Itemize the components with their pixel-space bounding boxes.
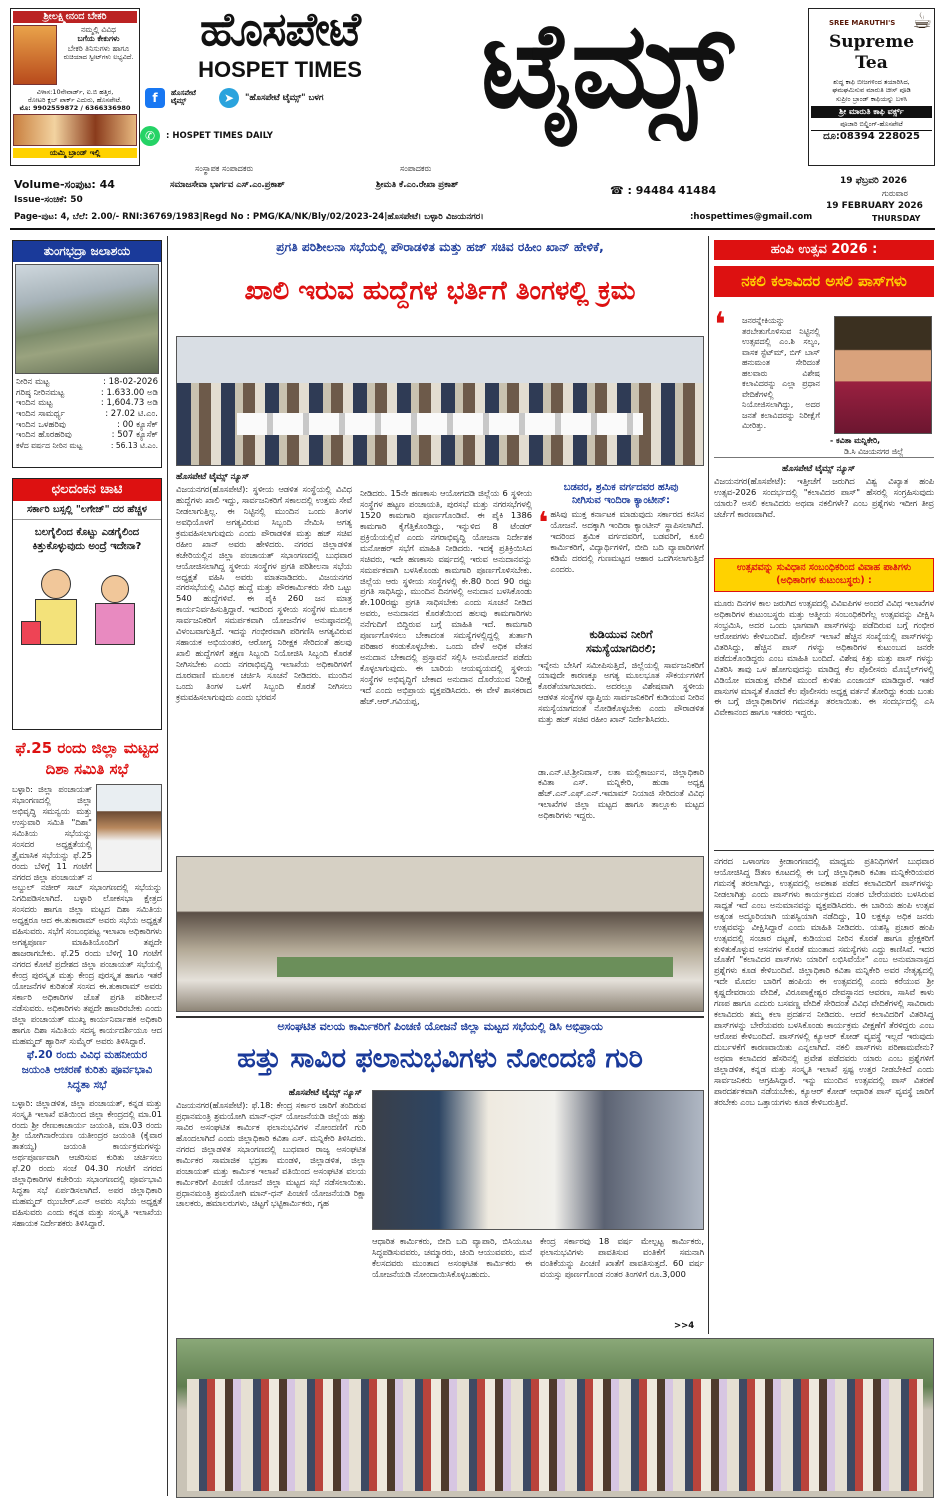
meeting-photo	[176, 856, 704, 1012]
volume-label: Volume-ಸಂಪುಟ: 44	[14, 178, 115, 191]
dam-row: ಇಂದಿನ ಒಳಹರಿವು : 00 ಕ್ಯೂಸೆಕ್	[16, 419, 158, 430]
issue-label: Issue-ಸಂಚಿಕೆ: 50	[14, 195, 83, 205]
dam-row: ಇಂದಿನ ಮಟ್ಟ : 1,604.73 ಅಡಿ	[16, 398, 158, 409]
facebook-text: ಹೊಸಪೇಟೆ ಟೈಮ್ಸ್	[171, 89, 196, 105]
disha-article	[12, 738, 162, 1046]
canteen-head2: ನೀಗಿಸುವ ಇಂದಿರಾ ಕ್ಯಾಂಟೀನ್:	[571, 494, 671, 506]
canteen-body: ಹಸಿವು ಮುಕ್ತ ಕರ್ನಾಟಕ ಮಾಡುವುದು ಸರ್ಕಾರದ ಕನಸಿನ ಯೋಜನೆ. ಅದಕ್ಕಾಗಿ ಇಂದಿರಾ ಕ್ಯಾಂಟೀನ್ ಸ್ಥಾಪಿಸಲಾಗಿದೆ. ಇದರಿಂದ ಶ್ರಮಿಕ ವರ್ಗದವರಿಗೆ, ಬಡವರಿಗೆ, ಕೂಲಿ ಕಾರ್ಮಿಕರಿಗೆ, ವಿದ್ಯಾರ್ಥಿಗಳಿಗೆ, ಬೀದಿ ಬದಿ ವ್ಯಾಪಾರಿಗಳಿಗೆ ಕಡಿಮೆ ದರದಲ್ಲಿ ಗುಣಮಟ್ಟದ ಆಹಾರ ಒದಗಿಸಲಾಗುತ್ತಿದೆ ಎಂದರು.	[550, 509, 704, 574]
disha-body: ಬಳ್ಳಾರಿ: ಜಿಲ್ಲಾ ಪಂಚಾಯತ್ ಸಭಾಂಗಣದಲ್ಲಿ ಜಿಲ್ಲಾ ಅಭಿವೃದ್ಧಿ ಸಮನ್ವಯ ಮತ್ತು ಉಸ್ತುವಾರಿ ಸಮಿತಿ "ದಿಶಾ" ಸಮಿತಿಯ ಸಭೆಯನ್ನು ಸಂಸದರ ಅಧ್ಯಕ್ಷತೆಯಲ್ಲಿ ತ್ರೈಮಾಸಿಕ ಸಭೆಯನ್ನು ಫೆ.25 ರಂದು ಬೆಳಿಗ್ಗೆ 11 ಗಂಟೆಗೆ ನಗರದ ಜಿಲ್ಲಾ ಪಂಚಾಯತ್ ನ ಅಬ್ದುಲ್ ನಜೀರ್ ಸಾಬ್ ಸಭಾಂಗಣದಲ್ಲಿ ಸಭೆಯನ್ನು ನಿಗದಿಪಡಿಸಲಾಗಿದೆ. ಬಳ್ಳಾರಿ ಲೋಕಸಭಾ ಕ್ಷೇತ್ರದ ಸಂಸದರು ಹಾಗೂ ಜಿಲ್ಲಾ ಮಟ್ಟದ ದಿಶಾ ಸಮಿತಿಯ ಅಧ್ಯಕ್ಷರೂ ಆದ ಈ.ತುಕಾರಾಮ್ ಅವರು ಸಭೆಯ ಅಧ್ಯಕ್ಷತೆ ವಹಿಸುವರು. ಸಭೆಗೆ ಸಂಬಂಧಪಟ್ಟ ಇಲಾಖಾ ಅಧಿಕಾರಿಗಳು ಅಗತ್ಯಪೂರ್ಣ ಮಾಹಿತಿಯೊಂದಿಗೆ ತಪ್ಪದೇ ಹಾಜರಾಗಬೇಕು. ಫೆ.25 ರಂದು ಬೆಳಿಗ್ಗೆ 10 ಗಂಟೆಗೆ ನಗರದ ಕೋಟೆ ಪ್ರದೇಶದ ಜಿಲ್ಲಾ ಪಂಚಾಯತ್ ಸಭೆಯಲ್ಲಿ ಕೇಂದ್ರ ಪುರಸ್ಕೃತ ಮತ್ತು ಕೇಂದ್ರ ಪುರಸ್ಕೃತ ಹಾಗೂ ಇತರೆ ಯೋಜನೆಗಳ ಕುರಿತಂತೆ ಸಂಸದ ಈ.ತುಕಾರಾಮ್ ಅವರು ಸರ್ಕಾರಿ ಅಧಿಕಾರಿಗಳ ಜೊತೆ ಪ್ರಗತಿ ಪರಿಶೀಲನೆ ನಡೆಸುವರು. ಅಧಿಕಾರಿಗಳು ತಪ್ಪದೇ ಹಾಜರಿರಬೇಕು ಎಂದು ಜಿಲ್ಲಾ ಪಂಚಾಯತ್ ಮುಖ್ಯ ಕಾರ್ಯನಿರ್ವಾಹಕ ಅಧಿಕಾರಿ ಹಾಗೂ ದಿಶಾ ಸಮಿತಿಯ ಸದಸ್ಯ ಕಾರ್ಯದರ್ಶಿಯೂ ಆದ ಮಹಮ್ಮದ್ ಹ್ಯಾರಿಸ್ ಸುಮೈರ್ ಅವರು ತಿಳಿಸಿದ್ದಾರೆ.	[12, 784, 162, 1046]
title-big	[420, 0, 790, 134]
registration-line: Page-ಪುಟ: 4, ಬೆಲೆ: 2.00/- RNI:36769/1983|Regd No : PMG/KA/NK/Bly/02/2023-24|ಹೊಸಪೇಟೆ। ಬಳ್ಳಾರಿ ವಿಜಯನಗರ।	[14, 212, 484, 222]
cartoon-drawing	[21, 559, 153, 649]
mahaneeyara-article	[12, 1048, 162, 1498]
social-row	[145, 88, 425, 108]
tea-ad-line: ಘಮಘಮಿಸುವ ಮಾರುತಿ ಚೀಸ್ ಪೂಡಿ	[832, 86, 911, 95]
hampi-quote-by2: ಡಿ.ಸಿ ವಿಜಯನಗರ ಜಿಲ್ಲೆ	[844, 447, 904, 456]
mahaneeyara-body: ಬಳ್ಳಾರಿ: ಜಿಲ್ಲಾಡಳಿತ, ಜಿಲ್ಲಾ ಪಂಚಾಯತ್, ಕನ್ನಡ ಮತ್ತು ಸಂಸ್ಕೃತಿ ಇಲಾಖೆ ವತಿಯಿಂದ ಜಿಲ್ಲಾ ಕೇಂದ್ರದಲ್ಲಿ ಮಾ.01 ರಂದು ಶ್ರೀ ರೇಣುಕಾಚಾರ್ಯ ಜಯಂತಿ, ಮಾ.03 ರಂದು ಶ್ರೀ ಯೋಗಿನಾರೇಯಣ ಯತೀಂದ್ರರ ಜಯಂತಿ (ಕೈವಾರ ತಾತಯ್ಯ) ಜಯಂತಿ ಕಾರ್ಯಕ್ರಮಗಳನ್ನು ಅರ್ಥಪೂರ್ಣವಾಗಿ ಆಚರಿಸುವ ಕುರಿತು ಚರ್ಚಿಸಲು ಫೆ.20 ರಂದು ಸಂಜೆ 04.30 ಗಂಟೆಗೆ ನಗರದ ಜಿಲ್ಲಾಧಿಕಾರಿಗಳ ಕಚೇರಿಯ ಸಭಾಂಗಣದಲ್ಲಿ ಪೂರ್ವಭಾವಿ ಸಿದ್ಧತಾ ಸಭೆ ಏರ್ಪಡಿಸಲಾಗಿದೆ. ಅಪರ ಜಿಲ್ಲಾಧಿಕಾರಿ ಮಹಮ್ಮದ್ ಝುಬೇರ್.ಎನ್ ಅವರು ಸಭೆಯ ಅಧ್ಯಕ್ಷತೆ ವಹಿಸುವರು ಎಂದು ಕನ್ನಡ ಮತ್ತು ಸಂಸ್ಕೃತಿ ಇಲಾಖೆಯ ಸಹಾಯಕ ನಿರ್ದೇಶಕರು ತಿಳಿಸಿದ್ದಾರೆ.	[12, 1097, 162, 1228]
tea-ad-brand: Supreme Tea	[828, 31, 915, 73]
hampi-rule	[714, 850, 934, 851]
founder-name: ಸಮಾಜಸೇವಾ ಭಾರ್ಗವ ಎಸ್.ಎಂ.ಪ್ರಕಾಶ್	[170, 180, 285, 190]
lead-col2: ನೀಡಿದರು. 15ನೇ ಹಣಕಾಸು ಆಯೋಗದಡಿ ಜಿಲ್ಲೆಯ 6 ಸ್ಥಳೀಯ ಸಂಸ್ಥೆಗಳ ಹಟ್ಟಣ ಪಂಚಾಯತಿ, ಪುರಸಭೆ ಮತ್ತು ನಗರಸಭೆಗಳಲ್ಲಿ 1520 ಕಾಮಗಾರಿ ಪೂರ್ಣಗೊಂಡಿವೆ. ಈ ಪೈಕಿ 1386 ಕಾಮಗಾರಿ ಕೈಗೆತ್ತಿಕೊಂಡಿದ್ದು, ಇನ್ನುಳಿದ 8 ಟೆಂಡರ್ ಪ್ರಕ್ರಿಯೆಯಲ್ಲಿವೆ ಎಂದು ನಗರಾಭಿವೃದ್ಧಿ ಯೋಜನಾ ನಿರ್ದೇಶಕ ಮನೋಹರ್ ಸಭೆಗೆ ಮಾಹಿತಿ ನೀಡಿದರು. ಇದಕ್ಕೆ ಪ್ರತಿಕ್ರಿಯಿಸಿದ ಸಚಿವರು, ಇದೇ ಹಣಕಾಸು ವರ್ಷದಲ್ಲಿ ಇರುವ ಅನುದಾನವನ್ನು ಸಮರ್ಪಕವಾಗಿ ಬಳಸಿಕೊಂಡು ಕಾಮಗಾರಿ ಪೂರ್ಣಗೊಳಿಸಬೇಕು. ಜಿಲ್ಲೆಯ ಆರು ಸ್ಥಳೀಯ ಸಂಸ್ಥೆಗಳಲ್ಲಿ ಕೇ.80 ರಿಂದ 90 ರಷ್ಟು ಪ್ರಗತಿ ಸಾಧಿಸಿದ್ದು, ಮುಂದಿನ ದಿನಗಳಲ್ಲಿ ಅನುದಾನ ಬಳಸಿಕೊಂಡು ಶೇ.100ರಷ್ಟು ಪ್ರಗತಿ ಸಾಧಿಸಬೇಕು ಎಂದು ಸೂಚನೆ ನೀಡಿದ ಅವರು, ಅನುದಾನದ ಕೊರತೆಯಿಂದ ಹಲವು ಕಾಮಗಾರಿಗಳು ನನೆಗುದಿಗೆ ಬಿದ್ದಿರುವ ಬಗ್ಗೆ ಮಾಹಿತಿ ಇದೆ. ಕಾಮಗಾರಿ ಪೂರ್ಣಗೊಳಿಸಲು ಬೇಕಾದಂತ ಸಮಸ್ಯೆಗಳಲ್ಲಿದ್ದಲ್ಲಿ ತುರ್ತಾಗಿ ಪರಿಹಾರ ಕಂಡುಕೊಳ್ಳಬೇಕು. ಒಂದು ವೇಳೆ ಅಧಿಕ ವೇತನ ಅನುದಾನ ಬೇಕಾದಲ್ಲಿ ಪ್ರಸ್ತಾವನೆ ಸಲ್ಲಿಸಿ ಅನುಮೋದನೆ ಪಡೆದು ಕೊಳ್ಳಲಾಗುವುದು. ಈ ಬಾರಿಯ ಆಯವ್ಯಯದಲ್ಲಿ ಸ್ಥಳೀಯ ಸಂಸ್ಥೆಗಳ ಅಭಿವೃದ್ಧಿಗೆ ಬೇಕಾದ ಅನುದಾನ ದೊರೆಯುವ ನಿರೀಕ್ಷೆ ಇದೆ ಎಂದು ಅಭಿಪ್ರಾಯ ವ್ಯಕ್ತಪಡಿಸಿದರು. ಈ ವೇಳೆ ಶಾಸಕರಾದ ಹೆಚ್.ಆರ್.ಗವಿಯಪ್ಪ,	[360, 488, 532, 706]
tea-ad-address: ಪೂಜಾರಿ ಬಿಲ್ಡಿಂಗ್-ಹೊಸಪೇಟೆ	[840, 119, 903, 128]
bakery-ad-line: ಬೇಕರಿ ತಿನಿಸುಗಳು ಹಾಗೂ	[67, 43, 130, 53]
pension-col2: ಆಧಾರಿತ ಕಾರ್ಮಿಕರು, ಬೀದಿ ಬದಿ ವ್ಯಾಪಾರಿ, ಬಿಸಿಯೂಟ ಸಿದ್ಧಪಡಿಸುವವರು, ಚಮ್ಮಾರರು, ಚಿಂದಿ ಆಯುವವರು, ಮನೆ ಕೆಲಸದವರು ಮುಂತಾದ ಅಸಂಘಟಿತ ಕಾರ್ಮಿಕರು ಈ ಯೋಜನೆಯಡಿ ನೋಂದಾಯಿಸಿಕೊಳ್ಳಬಹುದು.	[372, 1236, 532, 1279]
bakery-ad-brand: ಯಮ್ಮಿ ಬ್ರಾಂಡ್ ಇಲ್ಲಿ	[13, 148, 137, 157]
phone-number: ☎ : 94484 41484	[610, 184, 717, 197]
pension-continued: >>4	[674, 1321, 695, 1331]
masthead-title-kannada: ಹೊಸಪೇಟೆ	[199, 2, 361, 56]
editor-label: ಸಂಪಾದಕರು	[400, 164, 432, 173]
hampi-intro: ವಿಜಯನಗರ(ಹೊಸಪೇಟೆ): ಇತ್ತೀಚೆಗೆ ಜರುಗಿದ ವಿಶ್ವ ವಿಖ್ಯಾತ ಹಂಪಿ ಉತ್ಸವ-2026 ಸಂದರ್ಭದಲ್ಲಿ "ಕಲಾವಿದರ ಪಾಸ್" ಹೆಸರಲ್ಲಿ ಸಂಗ್ರಹಿಸುವುದು ಯಾರು? ಅಸಲಿ ಕಲಾವಿದರು ಅಥವಾ ನಕಲಿಗಳೇ? ಎಂಬ ಪ್ರಶ್ನೆಗಳು ಇದೀಗ ತೀವ್ರ ಚರ್ಚೆಗೆ ಕಾರಣವಾಗಿವೆ.	[714, 476, 934, 519]
dam-box	[12, 240, 162, 468]
hampi-body2: ನಗರದ ಒಳಾಂಗಣ ಕ್ರೀಡಾಂಗಣದಲ್ಲಿ ಮಾಧ್ಯಮ ಪ್ರತಿನಿಧಿಗಳಿಗೆ ಬುಧವಾರ ಆಯೋಜಿಸಿದ್ದ ಔತಣ ಕೂಟದಲ್ಲಿ ಈ ಬಗ್ಗೆ ಜಿಲ್ಲಾಧಿಕಾರಿ ಕವಿತಾ ಮನ್ನಿಕೇರಿಯವರ ಗಮನಕ್ಕೆ ತರಲಾಗಿದ್ದು, ಉತ್ಸವದಲ್ಲಿ ಅವಕಾಶ ಪಡೆದ ಕಲಾವಿದರಿಗೆ ಪಾಸ್‌ಗಳನ್ನು ನೀಡಲಾಗಿತ್ತು ಎಂದು ಪಾಸ್‌ಗಳು ಕಾರ್ಯಕ್ರಮದ ನಂತರ ಬೇರೆಯವರು ಬಳಸಿರುವ ಸಾಧ್ಯತೆ ಇದೆ ಎಂಬ ಅನುಮಾನವನ್ನು ವ್ಯಕ್ತಪಡಿಸಿದರು. ಈ ಬಾರಿಯ ಹಂಪಿ ಉತ್ಸವ ಅತ್ಯಂತ ಅದ್ಧೂರಿಯಾಗಿ ಯಶಸ್ವಿಯಾಗಿ ನಡೆದಿದ್ದು, 10 ಲಕ್ಷಕ್ಕೂ ಅಧಿಕ ಜನರು ಉತ್ಸವವನ್ನು ವೀಕ್ಷಿಸಿದ್ದಾರೆ ಎಂದು ಮಾಹಿತಿ ನೀಡಿದರು. ಯಶಸ್ವಿ ಪ್ರಚಾರ ಹಂಪಿ ಉತ್ಸವದಲ್ಲಿ ಸಂಚಾರ ದಟ್ಟಣೆ, ಕುಡಿಯುವ ನೀರಿನ ಕೊರತೆ ಹಾಗೂ ಪ್ರೇಕ್ಷಕರಿಗೆ ಕುಳಿತುಕೊಳ್ಳುವ ಆಸನಗಳ ಕೊರತೆ ಮುಂತಾದ ಸಮಸ್ಯೆಗಳು ಎದ್ದು ಕಾಣಿಸಿವೆ. ಇದರ ಜೊತೆಗೆ "ಕಲಾವಿದರ ಪಾಸ್‌ಗಳು ಯಾರಿಗೆ ಲಭಿಸಿವೆಯೇ" ಎಂಬ ಅನುಮಾನಾಸ್ಪದ ಪ್ರಶ್ನೆಗಳು ಕೂಡ ಕೇಳಿಬಂದಿವೆ. ಜಿಲ್ಲಾಧಿಕಾರಿ ಕವಿತಾ ಮನ್ನಿಕೇರಿ ಅವರ ನೇತೃತ್ವದಲ್ಲಿ ಇದೇ ಮೊದಲ ಬಾರಿಗೆ ಹಂಪಿಯ ಈ ಉತ್ಸವದಲ್ಲಿ ಎಂದು ಕರೆಯುವ ಶ್ರೀ ಕೃಷ್ಣದೇವರಾಯ ವೇದಿಕೆ, ವಿರೂಪಾಕ್ಷೇಶ್ವರ ದೇವಸ್ಥಾನದ ಆವರಣ, ಸಾಸಿವೆ ಕಾಳು ಗಣಪ ಹಾಗೂ ಎದುರು ಬಸವಣ್ಣ ವೇದಿಕೆ ಸೇರಿದಂತೆ ವಿವಿಧ ವೇದಿಕೆಗಳಲ್ಲಿ ಸಾವಿರಾರು ಕಲಾವಿದರು ತಮ್ಮ ಕಲಾ ಪ್ರದರ್ಶನ ನೀಡಿದರು. ಆದರೆ ಕಲಾವಿದರಿಗೆ ವಿತರಿಸಿದ್ದ ಪಾಸ್‌ಗಳನ್ನು ಬೇರೆಯವರು ಬಳಸಿಕೊಂಡು ಕಾರ್ಯಕ್ರಮ ವೀಕ್ಷಣೆಗೆ ತೆರಳಿದ್ದರು ಎಂಬ ಆರೋಪ ಕೇಳಿಬಂದಿದೆ. ಪಾಸ್‌ಗಳಲ್ಲಿ ಕ್ಯೂಆರ್ ಕೋಡ್ ವ್ಯವಸ್ಥೆ ಇಲ್ಲದೆ ಇರುವುದು ದುರ್ಬಳಕೆಗೆ ಕಾರಣವಾಯಿತು ಎನ್ನಲಾಗಿದೆ. ನಕಲಿ ಪಾಸ್‌ಗಳು ಪರಿಣಾಮವೇನು? ಅಥವಾ ಕಲಾವಿದರ ಹೆಸರಿನಲ್ಲಿ ಪ್ರವೇಶ ಪಡೆದವರು ಯಾರು ಎಂಬ ಪ್ರಶ್ನೆಗಳಿಗೆ ಜಿಲ್ಲಾಡಳಿತ, ಕನ್ನಡ ಮತ್ತು ಸಂಸ್ಕೃತಿ ಇಲಾಖೆ ಸ್ಪಷ್ಟ ಉತ್ತರ ನೀಡಬೇಕಿದೆ ಎಂದು ಸಾರ್ವಜನಿಕರು ಆಗ್ರಹಿಸಿದ್ದಾರೆ. ಇನ್ನು ಮುಂದಿನ ಉತ್ಸವದಲ್ಲಿ ಪಾಸ್ ವಿತರಣೆ ಪಾರದರ್ಶಕವಾಗಿ ನಡೆಯಬೇಕು, ಕ್ಯೂಆರ್ ಕೋಡ್ ಆಧಾರಿತ ಪಾಸ್ ವ್ಯವಸ್ಥೆ ಜಾರಿಗೆ ತರಬೇಕು ಎಂಬ ಒತ್ತಾಯಗಳು ಕೂಡ ಕೇಳಿಬರುತ್ತಿವೆ.	[714, 856, 934, 1107]
tea-cup-icon: ☕	[912, 9, 932, 34]
lead-headline: ಖಾಲಿ ಇರುವ ಹುದ್ದೆಗಳ ಭರ್ತಿಗೆ ತಿಂಗಳಲ್ಲಿ ಕ್ರಮ	[244, 276, 636, 306]
whatsapp-icon[interactable]: ✆	[140, 126, 160, 146]
hampi-byline: ಹೊಸಪೇಟೆ ಟೈಮ್ಸ್ ನ್ಯೂಸ್	[782, 464, 856, 474]
facebook-icon[interactable]: f	[145, 88, 165, 108]
bakery-ad-phone: ಮೊ: 9902559872 / 6366336980	[19, 104, 131, 113]
cake-image	[13, 114, 137, 146]
left-column-rule	[167, 236, 168, 1496]
cartoon-figure	[41, 569, 71, 599]
mahaneeyara-headline: ಫೆ.20 ರಂದು ವಿವಿಧ ಮಹನೀಯರ ಜಯಂತಿ ಆಚರಣೆ ಕುರಿತು ಪೂರ್ವಭಾವಿ ಸಿದ್ಧತಾ ಸಭೆ	[21, 1049, 153, 1092]
editor-name: ಶ್ರೀಮತಿ ಕೆ.ಎಂ.ರೇಖಾ ಪ್ರಕಾಶ್	[376, 180, 459, 190]
collector-photo	[834, 316, 932, 434]
bakery-ad-line: ಬಗೆಯ ಕೇಕುಗಳು	[77, 34, 120, 44]
water-head1: ಕುಡಿಯುವ ನೀರಿಗೆ	[589, 628, 653, 641]
whatsapp-text: : HOSPET TIMES DAILY	[166, 130, 273, 141]
center-rule	[176, 1016, 704, 1018]
telegram-text: "ಹೊಸಪೇಟೆ ಟೈಮ್ಸ್" ಬಳಗ	[245, 92, 324, 103]
hampi-headline: ನಕಲಿ ಕಲಾವಿದರ ಅಸಲಿ ಪಾಸ್‌ಗಳು	[714, 266, 934, 297]
hampi-kicker: ಹಂಪಿ ಉತ್ಸವ 2026 :	[714, 240, 934, 260]
date-kannada: 19 ಫೆಬ್ರವರಿ 2026	[840, 176, 907, 186]
pension-col1: ವಿಜಯನಗರ(ಹೊಸಪೇಟೆ): ಫೆ.18: ಕೇಂದ್ರ ಸರ್ಕಾರ ಜಾರಿಗೆ ತಂದಿರುವ ಪ್ರಧಾನಮಂತ್ರಿ ಶ್ರಮಯೋಗಿ ಮಾನ್-ಧನ್ ಯೋಜನೆಯಡಿ ಜಿಲ್ಲೆಯ ಹತ್ತು ಸಾವಿರ ಅಸಂಘಟಿತ ಕಾರ್ಮಿಕ ಫಲಾನುಭವಿಗಳ ನೋಂದಣಿಗೆ ಗುರಿ ಹೊಂದಲಾಗಿದೆ ಎಂದು ಜಿಲ್ಲಾಧಿಕಾರಿ ಕವಿತಾ ಎಸ್. ಮನ್ನಿಕೇರಿ ತಿಳಿಸಿದರು. ನಗರದ ಜಿಲ್ಲಾಡಳಿತ ಸಭಾಂಗಣದಲ್ಲಿ ಬುಧವಾರ ರಾಜ್ಯ ಅಸಂಘಟಿತ ಕಾರ್ಮಿಕರ ಸಾಮಾಜಿಕ ಭದ್ರತಾ ಮಂಡಳಿ, ಜಿಲ್ಲಾಡಳಿತ, ಜಿಲ್ಲಾ ಪಂಚಾಯತ್ ಮತ್ತು ಕಾರ್ಮಿಕ ಇಲಾಖೆ ವತಿಯಿಂದ ಅಸಂಘಟಿತ ವಲಯ ಕಾರ್ಮಿಕರಿಗೆ ಪಿಂಚಣಿ ಯೋಜನೆ ಜಿಲ್ಲಾ ಮಟ್ಟದ ಸಭೆ ನಡೆಸಲಾಯಿತು. ಪ್ರಧಾನಮಂತ್ರಿ ಶ್ರಮಯೋಗಿ ಮಾನ್-ಧನ್ ಪಿಂಚಣಿ ಯೋಜನೆಯಡಿ ರಿಕ್ಷಾ ಚಾಲಕರು, ಹಮಾಲರುಗಳು, ಚಿಟ್ಟಗೆ ಭಟ್ಟಿಕಾರ್ಮಿಕರು, ಗೃಹ	[176, 1100, 366, 1209]
center-right-rule	[708, 236, 709, 1334]
pension-headline: ಹತ್ತು ಸಾವಿರ ಫಲಾನುಭವಿಗಳು ನೋಂದಣಿ ಗುರಿ	[237, 1043, 643, 1074]
date-english: 19 FEBRUARY 2026	[826, 201, 923, 211]
pension-byline: ಹೊಸಪೇಟೆ ಟೈಮ್ಸ್ ನ್ಯೂಸ್	[288, 1088, 362, 1098]
lead-kicker: ಪ್ರಗತಿ ಪರಿಶೀಲನಾ ಸಭೆಯಲ್ಲಿ ಪೌರಾಡಳಿತ ಮತ್ತು ಹಜ್ ಸಚಿವ ರಹೀಂ ಖಾನ್ ಹೇಳಿಕೆ,	[276, 240, 604, 254]
bakery-ad-line: ನಮ್ಮಲ್ಲಿ ವಿವಿಧ	[81, 24, 116, 34]
cartoon-bus	[21, 621, 41, 645]
canteen-head1: ಬಡವರ, ಶ್ರಮಿಕ ವರ್ಗದವರ ಹಸಿವು	[563, 482, 679, 493]
dam-row: ನೀರಿನ ಮಟ್ಟ : 18-02-2026	[16, 377, 158, 387]
tea-ad-brand-small: SREE MARUTHI'S	[829, 19, 896, 27]
hampi-quote-by1: - ಕವಿತಾ ಮನ್ನಿಕೇರಿ,	[830, 436, 881, 445]
bakery-ad-address: ವಿಳಾಸ:10ನೇವಾರ್ಡ್, ಐ.ಬಿ ಹತ್ತಿರ,	[36, 87, 114, 96]
meeting-table	[277, 957, 673, 977]
cartoon-title: ಛಲದಂಕನ ಚಾಟಿ	[13, 479, 161, 501]
lead-byline: ಹೊಸಪೇಟೆ ಟೈಮ್ಸ್ ನ್ಯೂಸ್	[176, 472, 250, 482]
title-kannada	[150, 2, 410, 56]
dam-table	[13, 376, 161, 451]
tea-ad-line: ಶುದ್ಧ ಕಾಫಿ ಬೀಜಗಳಿಂದ ತಯಾರಿಸಿದ,	[833, 78, 910, 87]
group-photo	[176, 1338, 934, 1498]
water-box	[538, 628, 704, 852]
deity-image	[13, 25, 57, 85]
day-kannada: ಗುರುವಾರ	[882, 189, 908, 198]
founder-label: ಸಂಸ್ಥಾಪಕ ಸಂಪಾದಕರು	[195, 164, 254, 173]
lead-photo-backdrop	[177, 337, 703, 383]
title-english: HOSPET TIMES	[198, 57, 362, 82]
dam-row: ಇಂದಿನ ಹೊರಹರಿವು : 507 ಕ್ಯೂಸೆಕ್	[16, 430, 158, 441]
tea-ad-phone: ದೂ:08394 228025	[811, 130, 932, 144]
pension-photo	[372, 1090, 704, 1230]
cartoon-caption: ಸರ್ಕಾರಿ ಬಸ್ಸಲ್ಲಿ "ಲಗೇಜ್" ದರ ಹೆಚ್ಚಳ	[13, 501, 161, 520]
email-text: :hospettimes@gmail.com	[690, 212, 813, 222]
lead-photo-banner	[237, 413, 643, 435]
dam-photo	[15, 264, 159, 374]
dam-row: ಕಳೆದ ವರ್ಷದ ನೀರಿನ ಮಟ್ಟ : 56.13 ಟಿ.ಎಂ.	[16, 440, 158, 450]
hampi-quote-box	[714, 305, 934, 458]
dam-title: ತುಂಗಭದ್ರಾ ಜಲಾಶಯ	[13, 241, 161, 262]
bakery-ad-title: ಶ್ರೀಲಕ್ಷ್ಮೀನಂದ ಬೇಕರಿ	[13, 11, 137, 23]
masthead-rule	[10, 228, 935, 230]
water-head2: ಸಮಸ್ಯೆಯಾಗದಿರಲಿ;	[585, 641, 657, 655]
bakery-ad	[10, 8, 140, 166]
quote-mark-icon: ❛	[538, 506, 549, 541]
lead-col1: ವಿಜಯನಗರ(ಹೊಸಪೇಟೆ): ಸ್ಥಳೀಯ ಆಡಳಿತ ಸಂಸ್ಥೆಯಲ್ಲಿ ವಿವಿಧ ಹುದ್ದೆಗಳು ಖಾಲಿ ಇದ್ದು, ಸಾರ್ವಜನಿಕರಿಗೆ ಸಕಾಲದಲ್ಲಿ ಉತ್ತಮ ಸೇವೆ ನೀಡಲಾಗುತ್ತಿಲ್ಲ. ಈ ನಿಟ್ಟಿನಲ್ಲಿ ಮುಂದಿನ ಒಂದು ತಿಂಗಳ ಅವಧಿಯೊಳಗೆ ಅಗತ್ಯವಿರುವ ಸಿಬ್ಬಂದಿ ನೇಮಿಸಿ ಅಗತ್ಯ ಕ್ರಮವಹಿಸಲಾಗುವುದು ಎಂದು ಪೌರಾಡಳಿತ ಮತ್ತು ಹಜ್ ಸಚಿವ ರಹೀಂ ಖಾನ್ ಅವರು ಹೇಳಿದರು. ನಗರದ ಜಿಲ್ಲಾಡಳಿತ ಕಚೇರಿಯಲ್ಲಿನ ಜಿಲ್ಲಾ ಪಂಚಾಯತ್ ಸಭಾಂಗಣದಲ್ಲಿ ಬುಧವಾರ ಆಯೋಜಿಸಲಾಗಿದ್ದ ಸ್ಥಳೀಯ ಸಂಸ್ಥೆಗಳ ಪ್ರಗತಿ ಪರಿಶೀಲನಾ ಸಭೆಯ ಅಧ್ಯಕ್ಷತೆ ವಹಿಸಿ ಅವರು ಮಾತನಾಡಿದರು. ವಿಜಯನಗರ ನಗರಸಭೆಯಲ್ಲಿ ವಿವಿಧ ಹುದ್ದೆ ಮತ್ತು ಪೌರಕಾರ್ಮಿಕರು ಸೇರಿ ಒಟ್ಟು 540 ಹುದ್ದೆಗಳಿವೆ. ಈ ಪೈಕಿ 260 ಜನ ಮಾತ್ರ ಕಾರ್ಯನಿರ್ವಹಿಸುತ್ತಿದ್ದಾರೆ. ಇದರಿಂದ ಸ್ಥಳೀಯ ಸಂಸ್ಥೆಗಳ ಮೂಲಕ ಸಾರ್ವಜನಿಕರಿಗೆ ಸಮರ್ಪಕವಾಗಿ ಯೋಜನೆಗಳ ಅನುಷ್ಠಾನದಲ್ಲಿ ವಿಳಂಬವಾಗುತ್ತಿದೆ. ಇದನ್ನು ಗಂಭೀರವಾಗಿ ಪರಿಗಣಿಸಿ ಅಗತ್ಯವಿರುವ ಸಹಾಯಕ ಅಭಿಯಂತರ, ಆರೋಗ್ಯ ನಿರೀಕ್ಷಕ ಸೇರಿದಂತೆ ಹಲವು ಖಾಲಿ ಹುದ್ದೆಗಳಿಗೆ ತಕ್ಷಣ ಸಿಬ್ಬಂದಿ ನಿಯೋಜಿಸಿ ಸಿಬ್ಬಂದಿ ಕೊರತೆ ನೀಗಿಸಬೇಕು ಎಂದು ನಗರಾಭಿವೃದ್ಧಿ ಇಲಾಖೆಯ ಅಧಿಕಾರಿಗಳಿಗೆ ದೂರವಾಣಿ ಮೂಲಕ ಚರ್ಚಿಸಿ ಸೂಚನೆ ನೀಡಿದರು. ಮುಂದಿನ ಒಂದು ತಿಂಗಳ ಒಳಗೆ ಸಿಬ್ಬಂದಿ ಕೊರತೆ ನೀಗಿಸಲು ಕ್ರಮವಹಿಸಲಾಗುವುದು ಎಂದು ಭರವಸೆ	[176, 484, 352, 702]
cartoon-bubble: ಬಲಗೈಲಿಂದ ಕೊಟ್ಟು ಎಡಗೈಲಿಂದ ಕಿತ್ತುಕೊಳ್ಳುವುದು ಅಂದ್ರೆ ಇದೇನಾ?	[32, 527, 142, 552]
tea-ad-works: ಶ್ರೀ ಮಾರುತಿ ಕಾಫಿ ವರ್ಕ್ಸ್	[811, 106, 932, 118]
bakery-ad-address: ರೋಟರಿ ಕ್ಲಬ್ ಪಾರ್ಕ್ ಎದುರು, ಹೊಸಪೇಟೆ.	[27, 96, 123, 104]
canteen-box	[538, 482, 704, 624]
lead-photo	[176, 336, 704, 466]
masthead-title-big: ಟೈಮ್ಸ್	[480, 0, 730, 134]
disha-headline: ಫೆ.25 ರಂದು ಜಿಲ್ಲಾ ಮಟ್ಟದ ದಿಶಾ ಸಮಿತಿ ಸಭೆ	[15, 739, 159, 778]
telegram-icon[interactable]: ➤	[219, 88, 239, 108]
group-photo-people	[187, 1379, 923, 1491]
quote-mark-icon: ❛	[714, 305, 726, 345]
water-body: ಇನ್ನೇನು ಬೇಸಿಗೆ ಸಮೀಪಿಸುತ್ತಿದೆ, ಜಿಲ್ಲೆಯಲ್ಲಿ ಸಾರ್ವಜನಿಕರಿಗೆ ಯಾವುದೇ ಕಾರಣಕ್ಕೂ ಅಗತ್ಯ ಮೂಲಭೂತ ಸೌಕರ್ಯಗಳಿಗೆ ಕೊರತೆಯಾಗಬಾರದು. ಅದರಲ್ಲೂ ವಿಶೇಷವಾಗಿ ಸ್ಥಳೀಯ ಆಡಳಿತ ಸಂಸ್ಥೆಗಳ ವ್ಯಾಪ್ತಿಯ ಸಾರ್ವಜನಿಕರಿಗೆ ಕುಡಿಯುವ ನೀರಿನ ಸಮಸ್ಯೆಯಾಗದಂತೆ ನೋಡಿಕೊಳ್ಳಬೇಕು ಎಂದು ಪೌರಾಡಳಿತ ಮತ್ತು ಹಜ್ ಸಚಿವ ರಹೀಂ ಖಾನ್ ನಿರ್ದೇಶಿಸಿದರು.	[538, 659, 704, 725]
dam-row: ಗರಿಷ್ಠ ನೀರಿನಮಟ್ಟ : 1.633.00 ಅಡಿ	[16, 387, 158, 398]
cartoon-body	[35, 599, 77, 645]
lead-col3-tail: ಡಾ.ಎನ್.ಟಿ.ಶ್ರೀನಿವಾಸ್, ಲತಾ ಮಲ್ಲಿಕಾರ್ಜುನ, ಜಿಲ್ಲಾಧಿಕಾರಿ ಕವಿತಾ ಎಸ್. ಮನ್ನಿಕೇರಿ, ಹುಡಾ ಅಧ್ಯಕ್ಷ ಹೆಚ್.ಎನ್.ಎಫ್.ಎನ್.ಇಮಾಮ್ ನಿಯಾಜಿ ಸೇರಿದಂತೆ ವಿವಿಧ ಇಲಾಖೆಗಳ ಜಿಲ್ಲಾ ಮಟ್ಟದ ಹಾಗೂ ತಾಲ್ಲೂಕು ಮಟ್ಟದ ಅಧಿಕಾರಿಗಳು ಇದ್ದರು.	[538, 766, 704, 821]
hampi-quote: ಜನರನ್ನೇಕಿಯನ್ನು ತರಬೇತುಗೊಳಿಸುವ ನಿಟ್ಟಿನಲ್ಲಿ ಉತ್ಸವದಲ್ಲಿ ಎಂ.ಶಿ ಸಲ್ಯಂ, ವಾಸಕ ಸ್ಟೆಟ್‌ಮ್, ಬಿಗ್ ಬಾಸ್ ಹನುಮಂತ ಸೇರಿದಂತೆ ಹಲವಾರು ವಿಶೇಷ ಕಲಾವಿದರನ್ನು ಎಲ್ಲಾ ಪ್ರಧಾನ ವೇದಿಕೆಗಳಲ್ಲಿ ನಿಯೋಜಿಸಲಾಗಿದ್ದು, ಅದರ ಜನತೆ ಕಲಾವಿದರನ್ನು ನಿರೀಕ್ಷೆಗೆ ಮೀರಿತ್ತು.	[742, 316, 820, 431]
pension-col3: ಕೇಂದ್ರ ಸರ್ಕಾರವು 18 ವರ್ಷ ಮೇಲ್ಪಟ್ಟ ಕಾರ್ಮಿಕರು, ಫಲಾನುಭವಿಗಳು ಪಾವತಿಸುವ ವಂತಿಕೆಗೆ ಸಮನಾಗಿ ವಂತಿಕೆಯನ್ನು ಪಿಂಚಣಿ ಖಾತೆಗೆ ಪಾವತಿಸುತ್ತದೆ. 60 ವರ್ಷ ವಯಸ್ಸು ಪೂರ್ಣಗೊಂಡ ನಂತರ ತಿಂಗಳಿಗೆ ರೂ.3,000	[540, 1236, 704, 1279]
hampi-body1: ಮೂರು ದಿನಗಳ ಕಾಲ ಜರುಗಿದ ಉತ್ಸವದಲ್ಲಿ ವಿವಿಐಪಿಗಳ ಅಂದರೆ ವಿವಿಧ ಇಲಾಖೆಗಳ ಅಧಿಕಾರಿಗಳ ಕುಟುಂಬಸ್ಥರು ಮತ್ತು ಆತ್ಮೀಯ ಸಂಬಂಧಿಕರಿಗೆಲ್ಲ ಉತ್ಸವವನ್ನು ವೀಕ್ಷಿಸಿ ಸಂಭ್ರಮಿಸಿ, ಅದರ ಒಂದು ಭಾಗವಾಗಿ ಪಾಸ್‌ಗಳನ್ನು ಪಡೆದಿರುವ ಬಗ್ಗೆ ಗಂಭೀರ ಆರೋಪಗಳು ಕೇಳಿಬಂದಿವೆ. ಪೊಲೀಸ್ ಇಲಾಖೆ ಹೆಚ್ಚಿನ ಸಂಖ್ಯೆಯಲ್ಲಿ ಪಾಸ್‌ಗಳನ್ನು ವಿತರಿಸಿದ್ದು, ಹೆಚ್ಚಿನ ಪಾಸ್ ಗಳನ್ನು ಅಧಿಕಾರಿಗಳ ಕುಟುಂಬದ ಜನರೇ ಪಡೆದುಕೊಂಡಿದ್ದರು ಎಂಬ ಮಾಹಿತಿ ಬಂದಿದೆ. ವಿಶೇಷ ಕಿತ್ತು ಮತ್ತು ಪಾಸ್ ಗಳನ್ನು ವಿತರಿಸಿ ತಾವು ಒಳ ಹೋಗುವುದನ್ನು ಮಾಡಿದ್ದ ಕೆಲ ಪೊಲೀಸರು ಮೊಬೈಲ್‌ಗಳಲ್ಲಿ ವಿಡಿಯೋ ಮಾಡುತ್ತ ವೇದಿಕೆ ಮುಂದೆ ಕುಳಿತು ಎಂಜಾಯ್ ಮಾಡಿದ್ದಾರೆ. ಇತರೆ ಪಾಸುಗಳ ಮಾನ್ಯತೆ ಕೊಡದೆ ಕೆಲ ಪೊಲೀಸರು ಅಧ್ಯಕ್ಷ ವರ್ತನೆ ತೋರಿದ್ದು ಕಂಡು ಬಂತು ಈ ಬಗ್ಗೆ ಜಿಲ್ಲಾಧಿಕಾರಿಗಳ ಗಮನಕ್ಕೂ ತರಲಾಯಿತು. ಈ ಸಂದರ್ಭದಲ್ಲಿ ಎಸಿ ವಿವೇಕಾನಂದ ಹಾಗೂ ಇತರರು ಇದ್ದರು.	[714, 598, 934, 718]
cartoon-box	[12, 478, 162, 730]
whatsapp-row	[140, 126, 273, 146]
disha-photo	[96, 784, 162, 872]
bakery-ad-line: ರುಚಿಯಾದ ಸ್ವೀಟ್‌ಗಳು ಲಭ್ಯವಿದೆ.	[63, 53, 134, 61]
tea-ad	[808, 8, 935, 166]
hampi-subhead: ಉತ್ಸವವನ್ನು ಸುವಿಧಾನ ಸಂಬಂಧಿಕರಿಂದ ವಿವಾಹ ಪಾತಿಗಳು (ಅಧಿಕಾರಿಗಳ ಕುಟುಂಬಸ್ಥರು) :	[714, 558, 934, 592]
pension-kicker: ಅಸಂಘಟಿತ ವಲಯ ಕಾರ್ಮಿಕರಿಗೆ ಪಿಂಚಣಿ ಯೋಜನೆ ಜಿಲ್ಲಾ ಮಟ್ಟದ ಸಭೆಯಲ್ಲಿ ಡಿಸಿ ಅಭಿಪ್ರಾಯ	[277, 1020, 603, 1033]
tea-ad-line: ಸುಪ್ರೀಂ ಬ್ರಾಂಡ್ ಕಾಫಿಯನ್ನು ಬಳಸಿ	[835, 94, 908, 103]
cartoon-figure-2	[101, 575, 129, 603]
day-english: THURSDAY	[872, 214, 921, 223]
cartoon-body-2	[95, 603, 135, 645]
dam-row: ಇಂದಿನ ಸಾಮರ್ಥ್ಯ : 27.02 ಟಿ.ಎಂ.	[16, 408, 158, 419]
